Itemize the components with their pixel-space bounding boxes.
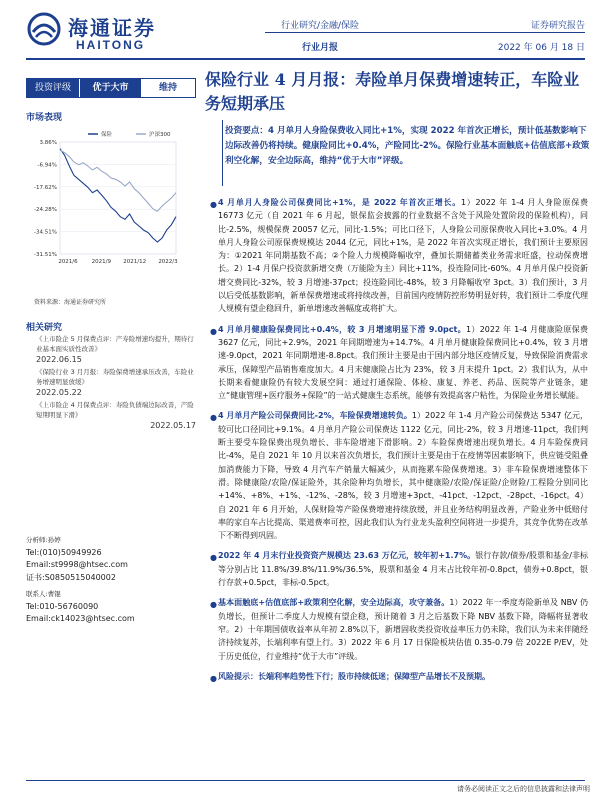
rating-label: 投资评级 <box>27 79 79 97</box>
risk-paragraph <box>210 670 588 683</box>
paragraph-lead: 基本面触底+估值底部+政策利空化解，安全边际高，攻守兼备。 <box>218 598 450 608</box>
contact-name: 联系人:曹锟 <box>26 590 61 598</box>
bullet-icon: ● <box>210 413 217 423</box>
related-item-date: 2022.05.17 <box>150 421 196 430</box>
related-item[interactable] <box>36 334 196 365</box>
report-header <box>0 0 600 62</box>
body-paragraph <box>210 596 588 662</box>
investment-summary: 投资要点：4 月单月人身险保费收入同比+1%，实现 2022 年首次正增长，预计低基数影响下边际改善仍将持续。健康险同比+0.4%，产险同比-2%。保险行业基本面触底+估值底部+政策利空化解，安全边际高，维持“优于大市”评级。 <box>225 126 590 166</box>
related-item-date: 2022.05.22 <box>36 388 82 397</box>
report-title: 保险行业 4 月月报：寿险单月保费增速转正，车险业务短期承压 <box>205 70 580 113</box>
company-logo <box>26 10 176 56</box>
market-performance-title: 市场表现 <box>26 113 63 123</box>
report-category: 行业研究/金融/保险 <box>280 21 360 31</box>
body-paragraph <box>210 549 588 589</box>
footer-rule <box>26 780 585 781</box>
paragraph-text: 1）2022 年一季度寿险新单及 NBV 仍负增长，但预计二季度人力规模有望企稳，预计随着 3 月之后基数下降 NBV 基数下降，降幅将显著收窄。2）十年期国债收益率从年初 2.8%以下，新增固收类投资收益率压力仍未除，我们认为未来伴随经济持续复苏，长端利率有望上行。3）2022 年 6 月 17 日保险板块估值 0.35-0.79 倍 2022E P/EV，处于历史低位，行业维持“优于大市”评级。 <box>218 598 589 661</box>
related-item-text: 《保险行业 3 月月报：寿险保费增速承压改善，车险业务增速明显放缓》 <box>36 368 194 386</box>
chart-x-tick-label: 2021/9 <box>91 259 112 265</box>
contact-email[interactable]: Email:ck14023@htsec.com <box>26 614 135 623</box>
chart-series-line <box>60 149 176 242</box>
chart-y-tick-label: -34.51% <box>34 229 57 236</box>
rating-action: 维持 <box>158 83 177 93</box>
chart-x-tick-label: 2021/6 <box>58 259 78 265</box>
related-research-title: 相关研究 <box>26 323 63 333</box>
paragraph-lead: 2022 年 4 月末行业投资资产规模达 23.63 万亿元，较年初+1.7%。 <box>218 551 476 561</box>
analyst-email[interactable]: Email:st9998@htsec.com <box>26 560 128 569</box>
related-item-text: 《上市险企 4 月保费点评：寿险负债端边际改善，产险短期明显下滑》 <box>36 401 194 419</box>
paragraph-text: 1）2022 年 1-4 月产险公司保费达 5347 亿元，较可比口径同比+9.1%。4 月单月产险公司保费达 1122 亿元，同比-2%，较 3 月增速-11pct，我们判断主要受车险保费出现负增长、非车险增速下滑影响。2）车险保费增速出现负增长。4 月车险保费同比-4%，是自 2021 年 10 月以来首次负增长，我们预计主要是由于在疫情等因素影响下，供应链受阻叠加消费能力下降，导致 4 月汽车产销量大幅减少，从而拖累车险保费增速。3）非车险保费增速整体下滑。除健康险/农险/保证险外，其余险种均负增长，其中健康险/农险/保证险/企财险/工程险分别同比+14%、+8%、+1%、-12%、-28%，较 3 月增速+3pct、-41pct、-12pct、-28pct、-16pct。4）自 2021 年 6 月开始，人保财险等产险保费增速持续放缓，并且业务结构明显改善，产险业务中低赔付率的家自车占比提高、渠道费率可控，因此我们认为行业龙头盈利空间将进一步提升，其竞争优势在改革下不断得到巩固。 <box>218 411 588 541</box>
header-bottom-rule <box>26 58 585 60</box>
paragraph-text: 1）2022 年 1-4 月健康险原保费 3627 亿元，同比+2.9%，2021 年同期增速为+14.7%。4 月单月健康险保费同比+0.4%，较 3 月增速-9.0pct，2021 年同期增速-8.8pct。我们预计主要是由于国内部分地区疫情反复，导致保险消费需求承压，保障型产品销售难度加大。4 月末健康险占比为 23%，较 3 月末提升 1pct。2）我们认为，从中长期来看健康险仍有较大发展空间：通过打通保险、体检、康复、养老、药品、医院等产业链条，建立“健康管理+医疗服务+保险”的一站式健康生态系统，能够有效提高客户粘性，为保险业务增长赋能。 <box>218 324 588 401</box>
bullet-icon: ● <box>210 673 217 683</box>
market-chart <box>26 126 196 286</box>
chart-y-tick-label: 3.86% <box>39 140 57 146</box>
logo-english-text: HAITONG <box>76 38 146 52</box>
haitong-logo-icon <box>26 12 62 46</box>
report-date: 2022 年 06 月 18 日 <box>497 43 585 53</box>
chart-y-tick-label: -17.62% <box>34 184 57 191</box>
chart-y-tick-label: -24.28% <box>34 207 57 214</box>
paragraph-lead: 4 月单月健康险保费同比+0.4%，较 3 月增速明显下滑 9.0pct。 <box>218 324 466 334</box>
body-paragraph <box>210 196 588 316</box>
chart-x-tick-label: 2022/3 <box>158 259 178 265</box>
analyst-cert: 证书:S0850515040002 <box>26 572 116 582</box>
chart-series-line <box>60 150 176 211</box>
bullet-icon: ● <box>210 553 217 563</box>
bullet-icon: ● <box>210 200 217 209</box>
bullet-icon: ● <box>210 600 217 610</box>
analyst-name: 分析师:孙婷 <box>26 536 61 544</box>
paragraph-text: 1）2022 年 1-4 月人身险原保费 16773 亿元（自 2021 年 6 月起，银保监会披露的行业数据不含处于风险处置阶段的保险机构），同比-2.5%，规模保费 20057 亿元，同比-1.5%；可比口径下，人身险公司原保费收入同比+3.0%。4 月单月人身险公司原保费规模达 2044 亿元，同比+1%，是 2022 年首次实现正增长，我们预计主要原因为：①2021 年同期基数不高；②个险人力规模降幅收窄，叠加长期储蓄类业务需求旺盛，拉动保费增长。2）1-4 月保户投资款新增交费（万能险为主）同比+11%，投连险同比-60%。4 月单月保户投资新增交费同比-32%，较 3 月增速-37pct；投连险同比-48%，较 3 月降幅收窄 3pct。3）我们预计，3 月以后受低基数影响，新单保费增速或将持续改善，目前国内疫情防控形势明显好转，我们预计二季度代理人规模有望企稳回升，新单增速改善幅度或将扩大。 <box>218 198 588 314</box>
paragraph-text: 银行存款/债券/股票和基金/非标等分别占比 11.8%/39.8%/11.9%/36.5%，股票和基金 4 月末占比较年初-0.8pct，债券+0.8pct，银行存款+0.5pct，非标-0.5pct。 <box>218 551 589 588</box>
report-type: 证券研究报告 <box>530 21 585 31</box>
chart-plot-frame <box>60 142 176 254</box>
analyst-info <box>26 534 196 626</box>
chart-y-tick-label: -31.51% <box>34 252 57 258</box>
body-paragraph <box>210 323 588 403</box>
chart-legend-label: 沪深300 <box>149 132 171 138</box>
rating-box <box>26 78 196 98</box>
footer-disclaimer: 请务必阅读正文之后的信息披露和法律声明 <box>457 785 590 793</box>
sidebar <box>26 64 196 800</box>
related-item-text: 《上市险企 5 月保费点评：产寿险增速均提升，期待行业基本面实质性改善》 <box>36 335 194 353</box>
header-divider <box>265 32 585 33</box>
related-item[interactable] <box>36 400 196 431</box>
market-chart-svg <box>26 126 196 286</box>
body-paragraph <box>210 409 588 542</box>
chart-legend-label: 保险 <box>101 132 113 138</box>
logo-chinese-text: 海通证券 <box>68 16 156 40</box>
analyst-tel: Tel:(010)50949926 <box>26 547 102 557</box>
rating-value: 优于大市 <box>79 79 141 97</box>
related-item-date: 2022.06.15 <box>36 355 82 364</box>
bullet-icon: ● <box>210 326 217 336</box>
report-body <box>210 196 588 690</box>
risk-text: 风险提示：长端利率趋势性下行；股市持续低迷；保障型产品增长不及预期。 <box>218 671 490 681</box>
report-subcategory: 行业月报 <box>301 43 338 53</box>
chart-y-tick-label: -6.94% <box>37 162 57 169</box>
paragraph-lead: 4 月单月产险公司保费同比-2%，车险保费增速转负。 <box>218 411 412 421</box>
chart-x-tick-label: 2021/12 <box>123 259 147 265</box>
related-item[interactable] <box>36 367 196 398</box>
chart-source: 资料来源：海通证券研究所 <box>34 299 107 306</box>
paragraph-lead: 4 月单月人身险公司保费同比+1%，是 2022 年首次正增长。 <box>218 198 461 207</box>
contact-tel: Tel:010-56760090 <box>26 601 99 611</box>
